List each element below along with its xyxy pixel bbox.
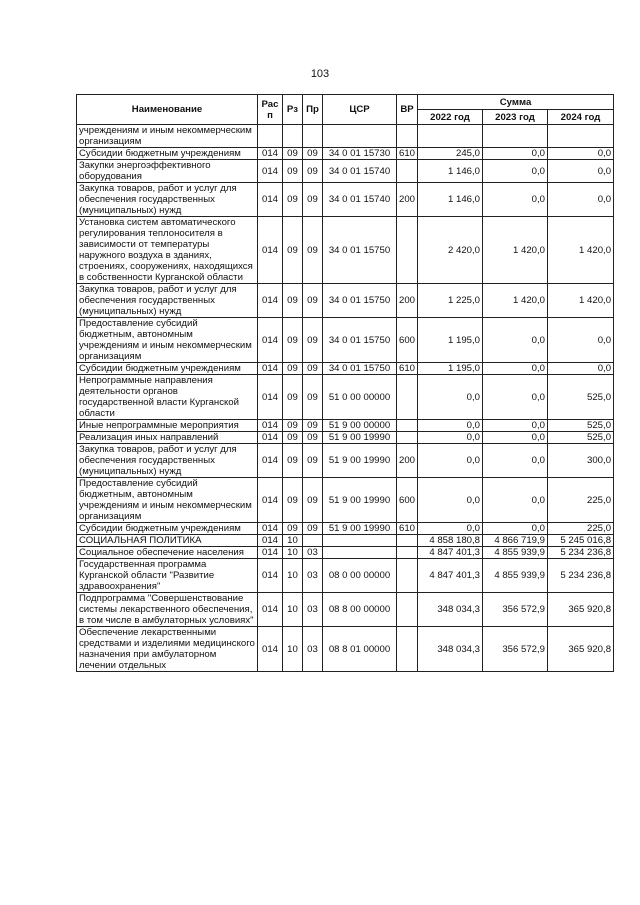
row-2024: 0,0 [548, 363, 614, 375]
row-pr: 09 [303, 160, 323, 183]
header-pr: Пр [303, 95, 323, 125]
table-row [77, 535, 614, 547]
header-sum: Сумма [418, 95, 614, 110]
row-rasp: 014 [258, 478, 283, 523]
row-rz: 09 [283, 523, 303, 535]
row-2023: 0,0 [483, 363, 548, 375]
row-2022: 1 225,0 [418, 284, 483, 318]
row-2023: 4 866 719,9 [483, 535, 548, 547]
page-number: 103 [310, 68, 330, 80]
row-2024 [548, 125, 614, 148]
table-row [77, 593, 614, 627]
row-rz: 09 [283, 148, 303, 160]
row-rz: 10 [283, 559, 303, 593]
row-name: Закупка товаров, работ и услуг для обеспечения государственных (муниципальных) нужд [77, 183, 258, 217]
row-2022: 0,0 [418, 432, 483, 444]
row-2023: 0,0 [483, 375, 548, 420]
row-vr [397, 217, 418, 284]
row-2022: 0,0 [418, 444, 483, 478]
row-pr: 03 [303, 559, 323, 593]
row-rz: 09 [283, 420, 303, 432]
row-rasp: 014 [258, 444, 283, 478]
row-rasp: 014 [258, 593, 283, 627]
row-name: Закупки энергоэффективного оборудования [77, 160, 258, 183]
row-name: Предоставление субсидий бюджетным, автономным учреждениям и иным некоммерческим организациям [77, 478, 258, 523]
row-pr: 09 [303, 284, 323, 318]
row-csr [323, 535, 397, 547]
row-2023: 1 420,0 [483, 284, 548, 318]
row-2023: 4 855 939,9 [483, 559, 548, 593]
row-2024: 525,0 [548, 420, 614, 432]
row-rasp: 014 [258, 627, 283, 672]
row-name: Закупка товаров, работ и услуг для обеспечения государственных (муниципальных) нужд [77, 444, 258, 478]
row-pr: 09 [303, 318, 323, 363]
row-2022: 0,0 [418, 478, 483, 523]
row-rasp: 014 [258, 432, 283, 444]
row-2022: 4 847 401,3 [418, 559, 483, 593]
row-2024: 5 234 236,8 [548, 547, 614, 559]
row-pr: 03 [303, 593, 323, 627]
row-rz: 09 [283, 318, 303, 363]
row-csr: 51 9 00 19990 [323, 432, 397, 444]
row-rz: 09 [283, 432, 303, 444]
row-2022: 1 146,0 [418, 160, 483, 183]
row-2023: 0,0 [483, 318, 548, 363]
table-row [77, 559, 614, 593]
table-row [77, 432, 614, 444]
row-rz: 09 [283, 183, 303, 217]
table-row [77, 125, 614, 148]
row-2024: 225,0 [548, 478, 614, 523]
row-rz: 09 [283, 478, 303, 523]
row-vr [397, 535, 418, 547]
row-csr: 34 0 01 15740 [323, 160, 397, 183]
row-rz: 09 [283, 444, 303, 478]
row-2022 [418, 125, 483, 148]
row-2024: 1 420,0 [548, 217, 614, 284]
table-row [77, 523, 614, 535]
row-name: СОЦИАЛЬНАЯ ПОЛИТИКА [77, 535, 258, 547]
row-name: Закупка товаров, работ и услуг для обеспечения государственных (муниципальных) нужд [77, 284, 258, 318]
table-row [77, 318, 614, 363]
row-csr: 51 9 00 19990 [323, 478, 397, 523]
row-csr [323, 547, 397, 559]
row-csr: 51 9 00 19990 [323, 523, 397, 535]
table-row [77, 148, 614, 160]
row-2023: 356 572,9 [483, 627, 548, 672]
row-csr: 34 0 01 15750 [323, 284, 397, 318]
row-csr: 34 0 01 15740 [323, 183, 397, 217]
row-csr: 34 0 01 15750 [323, 318, 397, 363]
row-pr: 09 [303, 420, 323, 432]
row-rasp: 014 [258, 523, 283, 535]
row-csr: 51 9 00 00000 [323, 420, 397, 432]
row-2023: 0,0 [483, 420, 548, 432]
row-2022: 0,0 [418, 523, 483, 535]
row-pr: 09 [303, 217, 323, 284]
row-vr [397, 559, 418, 593]
header-csr: ЦСР [323, 95, 397, 125]
row-2024: 300,0 [548, 444, 614, 478]
row-vr: 610 [397, 523, 418, 535]
row-2023: 0,0 [483, 148, 548, 160]
row-rasp: 014 [258, 420, 283, 432]
row-2023: 4 855 939,9 [483, 547, 548, 559]
row-2022: 0,0 [418, 420, 483, 432]
table-row [77, 375, 614, 420]
row-2024: 0,0 [548, 148, 614, 160]
row-name: Установка систем автоматического регулирования теплоносителя в зависимости от температуры наружного воздуха в зданиях, строениях, сооружениях, находящихся в собственности Курганской области [77, 217, 258, 284]
row-2023: 0,0 [483, 523, 548, 535]
header-2023: 2023 год [483, 110, 548, 125]
row-rz: 10 [283, 627, 303, 672]
header-2024: 2024 год [548, 110, 614, 125]
row-rz: 10 [283, 593, 303, 627]
row-2022: 245,0 [418, 148, 483, 160]
row-vr [397, 125, 418, 148]
table-row [77, 627, 614, 672]
row-2024: 225,0 [548, 523, 614, 535]
row-name: Непрограммные направления деятельности органов государственной власти Курганской области [77, 375, 258, 420]
row-pr: 09 [303, 375, 323, 420]
row-rz: 09 [283, 217, 303, 284]
row-csr [323, 125, 397, 148]
row-2023: 0,0 [483, 183, 548, 217]
row-2023: 0,0 [483, 432, 548, 444]
row-2022: 1 195,0 [418, 363, 483, 375]
row-2022: 348 034,3 [418, 627, 483, 672]
row-rasp: 014 [258, 375, 283, 420]
row-rz: 09 [283, 363, 303, 375]
row-2024: 5 234 236,8 [548, 559, 614, 593]
row-name: Подпрограмма "Совершенствование системы лекарственного обеспечения, в том числе в амбулаторных условиях" [77, 593, 258, 627]
row-rz: 09 [283, 375, 303, 420]
row-2024: 0,0 [548, 160, 614, 183]
row-pr: 09 [303, 444, 323, 478]
row-pr: 09 [303, 148, 323, 160]
row-rasp: 014 [258, 559, 283, 593]
row-rz: 10 [283, 547, 303, 559]
row-name: Государственная программа Курганской области "Развитие здравоохранения" [77, 559, 258, 593]
row-2024: 5 245 016,8 [548, 535, 614, 547]
table-row [77, 284, 614, 318]
table-row [77, 478, 614, 523]
row-csr: 34 0 01 15730 [323, 148, 397, 160]
row-rz: 09 [283, 284, 303, 318]
row-rasp: 014 [258, 148, 283, 160]
row-2022: 1 146,0 [418, 183, 483, 217]
row-pr: 03 [303, 627, 323, 672]
row-csr: 08 8 01 00000 [323, 627, 397, 672]
row-rasp: 014 [258, 318, 283, 363]
row-pr: 09 [303, 432, 323, 444]
table-row [77, 160, 614, 183]
row-vr [397, 432, 418, 444]
row-vr: 600 [397, 478, 418, 523]
table-row [77, 547, 614, 559]
row-vr [397, 420, 418, 432]
row-2022: 1 195,0 [418, 318, 483, 363]
row-pr: 09 [303, 478, 323, 523]
row-vr: 200 [397, 444, 418, 478]
row-2024: 0,0 [548, 318, 614, 363]
row-vr [397, 627, 418, 672]
row-vr: 600 [397, 318, 418, 363]
row-rz: 09 [283, 160, 303, 183]
row-2022: 4 847 401,3 [418, 547, 483, 559]
row-vr: 610 [397, 148, 418, 160]
header-name: Наименование [77, 95, 258, 125]
row-2023: 0,0 [483, 160, 548, 183]
row-pr: 03 [303, 547, 323, 559]
row-name: Иные непрограммные мероприятия [77, 420, 258, 432]
row-name: учреждениям и иным некоммерческим организациям [77, 125, 258, 148]
row-pr: 09 [303, 363, 323, 375]
row-rasp: 014 [258, 547, 283, 559]
row-pr: 09 [303, 523, 323, 535]
row-2023: 0,0 [483, 478, 548, 523]
row-csr: 34 0 01 15750 [323, 217, 397, 284]
row-rasp [258, 125, 283, 148]
row-2024: 0,0 [548, 183, 614, 217]
row-name: Предоставление субсидий бюджетным, автономным учреждениям и иным некоммерческим организациям [77, 318, 258, 363]
header-rasp: Рас п [258, 95, 283, 125]
header-vr: ВР [397, 95, 418, 125]
row-name: Социальное обеспечение населения [77, 547, 258, 559]
row-pr [303, 535, 323, 547]
row-vr [397, 547, 418, 559]
row-2024: 365 920,8 [548, 627, 614, 672]
row-2024: 365 920,8 [548, 593, 614, 627]
table-row [77, 444, 614, 478]
row-rasp: 014 [258, 363, 283, 375]
row-2022: 0,0 [418, 375, 483, 420]
row-csr: 08 0 00 00000 [323, 559, 397, 593]
table-row [77, 183, 614, 217]
row-2023: 1 420,0 [483, 217, 548, 284]
row-vr [397, 375, 418, 420]
table-row [77, 420, 614, 432]
header-rz: Рз [283, 95, 303, 125]
row-name: Субсидии бюджетным учреждениям [77, 523, 258, 535]
row-pr [303, 125, 323, 148]
row-name: Реализация иных направлений [77, 432, 258, 444]
row-vr [397, 160, 418, 183]
row-name: Обеспечение лекарственными средствами и изделиями медицинского назначения при амбулаторном лечении отдельных [77, 627, 258, 672]
row-2023: 356 572,9 [483, 593, 548, 627]
row-2023: 0,0 [483, 444, 548, 478]
row-rz [283, 125, 303, 148]
row-rasp: 014 [258, 160, 283, 183]
row-pr: 09 [303, 183, 323, 217]
row-vr: 200 [397, 284, 418, 318]
budget-table [76, 94, 614, 672]
row-2024: 525,0 [548, 375, 614, 420]
row-name: Субсидии бюджетным учреждениям [77, 148, 258, 160]
row-csr: 08 8 00 00000 [323, 593, 397, 627]
row-csr: 34 0 01 15750 [323, 363, 397, 375]
row-2022: 348 034,3 [418, 593, 483, 627]
row-rz: 10 [283, 535, 303, 547]
row-rasp: 014 [258, 217, 283, 284]
row-2024: 1 420,0 [548, 284, 614, 318]
row-vr: 610 [397, 363, 418, 375]
row-2024: 525,0 [548, 432, 614, 444]
row-2022: 4 858 180,8 [418, 535, 483, 547]
row-rasp: 014 [258, 535, 283, 547]
row-vr [397, 593, 418, 627]
row-2022: 2 420,0 [418, 217, 483, 284]
row-name: Субсидии бюджетным учреждениям [77, 363, 258, 375]
row-rasp: 014 [258, 183, 283, 217]
table-row [77, 217, 614, 284]
row-rasp: 014 [258, 284, 283, 318]
row-csr: 51 0 00 00000 [323, 375, 397, 420]
row-2023 [483, 125, 548, 148]
row-vr: 200 [397, 183, 418, 217]
row-csr: 51 9 00 19990 [323, 444, 397, 478]
table-row [77, 363, 614, 375]
header-2022: 2022 год [418, 110, 483, 125]
